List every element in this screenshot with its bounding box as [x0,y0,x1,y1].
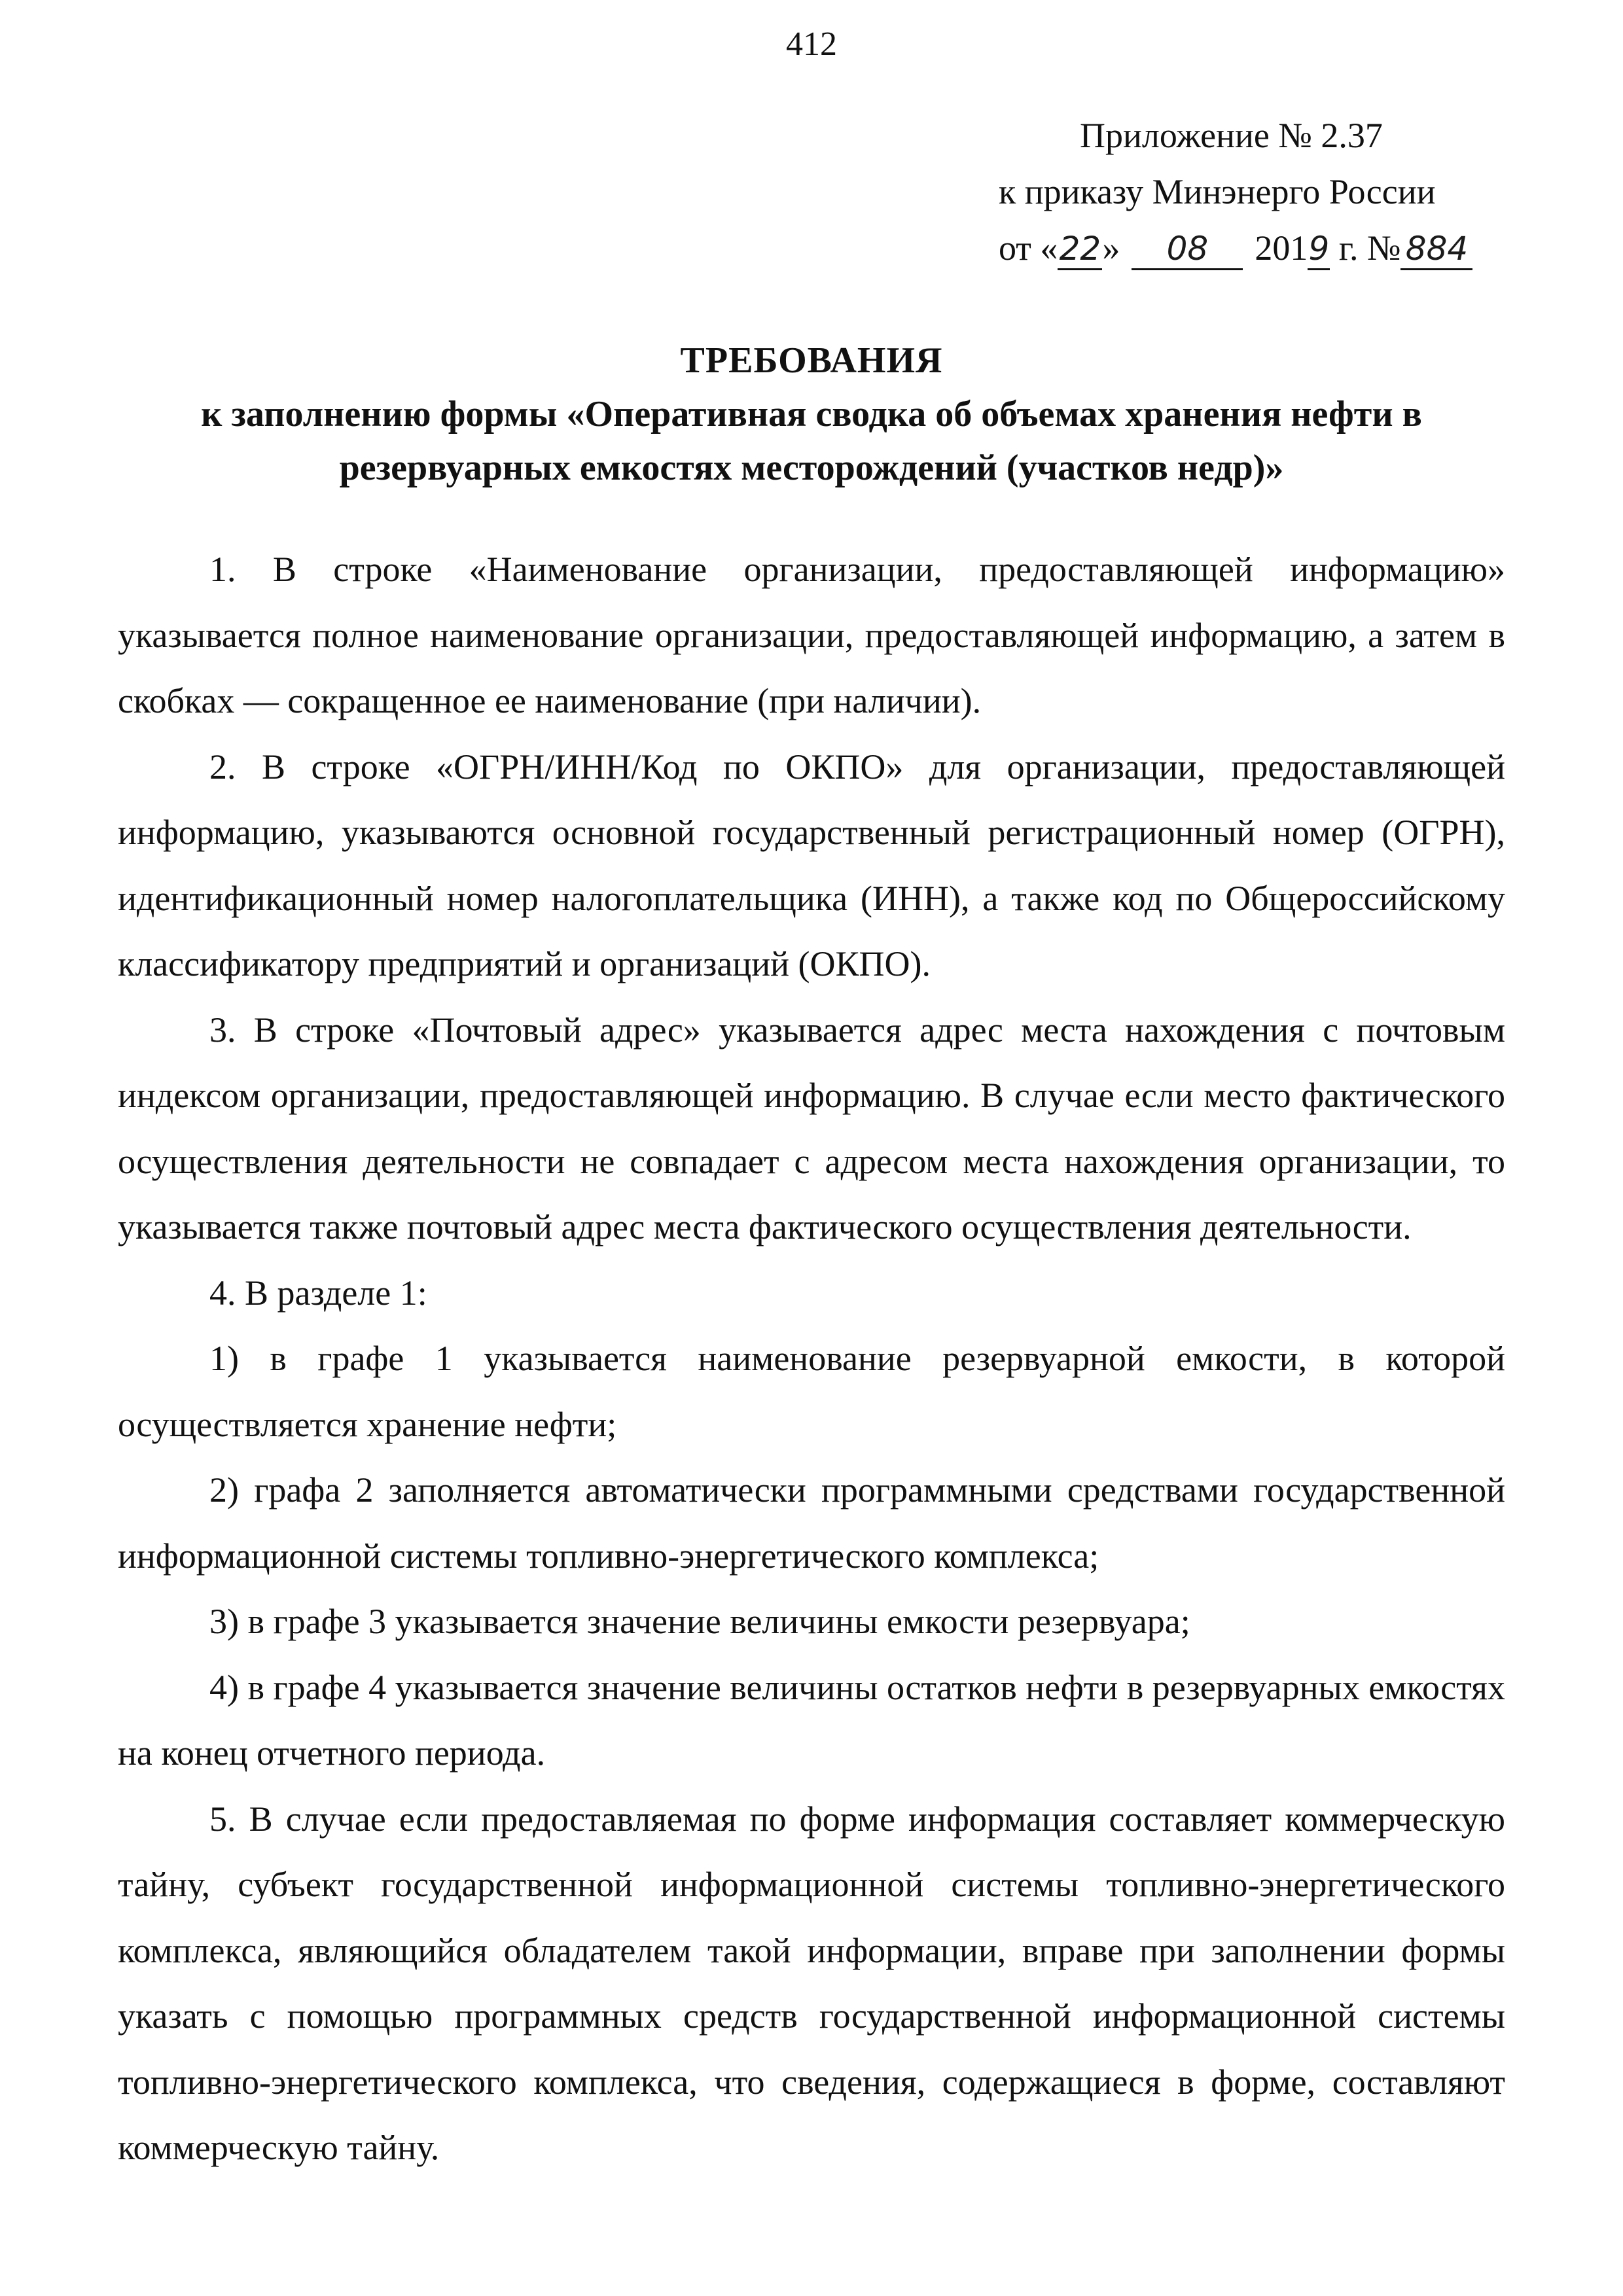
paragraph-2: 2. В строке «ОГРН/ИНН/Код по ОКПО» для организации, предоставляющей информацию, указываются основной государственный регистрационный номер (ОГРН), идентификационный номер налогоплательщика (ИНН), а также код по Общероссийскому классификатору предприятий и организаций (ОКПО). [118,747,1505,983]
paragraph-3: 3. В строке «Почтовый адрес» указывается адрес места нахождения с почтовым индексом организации, предоставляющей информацию. В случае если место фактического осуществления деятельности не совпадает с адресом места нахождения организации, то указывается также почтовый адрес места фактического осуществления деятельности. [118,1010,1505,1246]
paragraph-5: 5. В случае если предоставляемая по форме информация составляет коммерческую тайну, субъект государственной информационной системы топливно-энергетического комплекса, являющийся обладателем такой информации, вправе при заполнении формы указать с помощью программных средств государственной информационной системы топливно-энергетического комплекса, что сведения, содержащиеся в форме, составляют коммерческую тайну. [118,1799,1505,2167]
year-prefix: 201 [1255,228,1308,268]
order-number-label: г. № [1330,228,1401,268]
appendix-order-date [949,220,1512,276]
paragraph-4: 4. В разделе 1: [209,1273,427,1313]
page-number: 412 [786,26,837,63]
paragraph-4-item-1: 1) в графе 1 указывается наименование резервуарной емкости, в которой осуществляется хранение нефти; [118,1339,1505,1444]
document-title [118,334,1505,495]
paragraph-1: 1. В строке «Наименование организации, предоставляющей информацию» указывается полное наименование организации, предоставляющей информацию, а затем в скобках — сокращенное ее наименование (при наличии). [118,550,1505,720]
handwritten-year-digit: 9 [1308,229,1330,270]
handwritten-month: 08 [1132,229,1243,270]
paragraph-4-item-2: 2) графа 2 заполняется автоматически программными средствами государственной информационной системы топливно-энергетического комплекса; [118,1470,1505,1576]
title-main: ТРЕБОВАНИЯ [680,340,943,381]
appendix-order-ref: к приказу Минэнерго России [999,172,1436,211]
appendix-title: Приложение № 2.37 [1080,116,1383,155]
title-subtitle-line-1: к заполнению формы «Оперативная сводка об объемах хранения нефти в [201,394,1422,434]
paragraph-4-item-3: 3) в графе 3 указывается значение величины емкости резервуара; [209,1602,1190,1641]
appendix-header [949,107,1512,276]
title-subtitle-line-2: резервуарных емкостях месторождений (участков недр)» [339,448,1284,488]
handwritten-day: 22 [1058,229,1102,270]
paragraph-4-item-4: 4) в графе 4 указывается значение величины остатков нефти в резервуарных емкостях на конец отчетного периода. [118,1667,1505,1773]
handwritten-order-number: 884 [1400,229,1472,270]
document-body [118,537,1505,2181]
date-prefix: от « [999,228,1058,268]
date-quote-close: » [1102,228,1120,268]
